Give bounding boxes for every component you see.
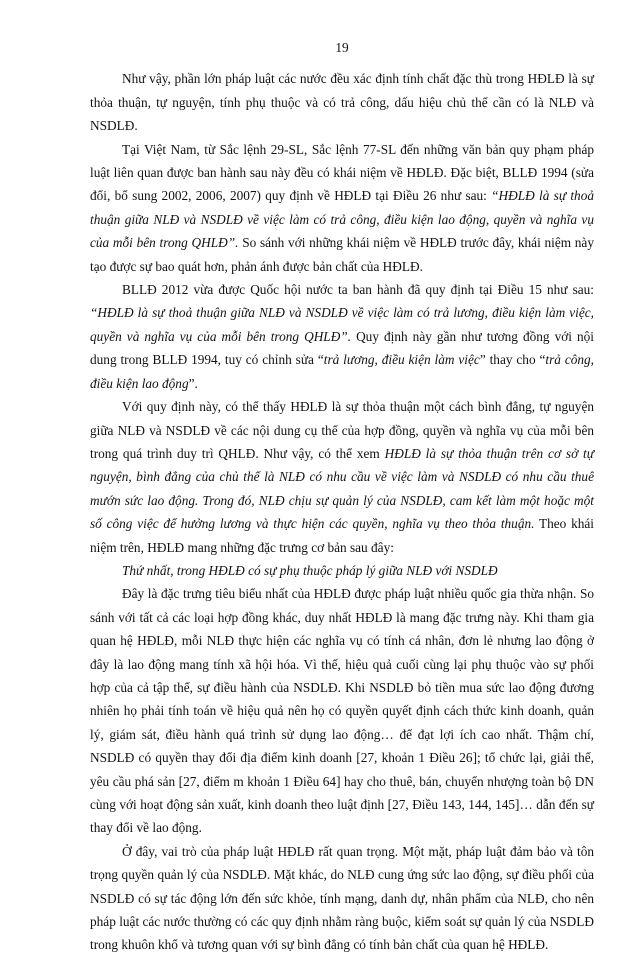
paragraph-text: Như vậy, phần lớn pháp luật các nước đều xác định tính chất đặc thù trong HĐLĐ là sự thỏa thuận, tự nguyện, tính phụ thuộc và có trả công, dấu hiệu chủ thể cần có là NLĐ và NSDLĐ.: [90, 71, 594, 134]
paragraph: [90, 278, 594, 395]
paragraph: [90, 67, 594, 137]
paragraph-text: So sánh với những khái niệm về HĐLĐ trước đây, khái niệm này tạo được sự bao quát hơn, phản ánh được bản chất của HĐLĐ.: [90, 235, 594, 274]
document-body: [90, 67, 594, 956]
italic-text: trả công, điều kiện lao động: [90, 352, 594, 391]
paragraph-text: Theo khái niệm trên, HĐLĐ mang những đặc trưng cơ bản sau đây:: [90, 516, 594, 555]
paragraph-text: ”.: [188, 375, 198, 391]
italic-text: HĐLĐ là sự thỏa thuận trên cơ sở tự nguyện, bình đẳng của chủ thể là NLĐ có nhu cầu về việc làm và NSDLĐ có nhu cầu thuê mướn sức lao động. Trong đó, NLĐ chịu sự quản lý của NSDLĐ, cam kết làm một hoặc một số công việc để hưởng lương và thực hiện các quyền, nghĩa vụ theo thỏa thuận.: [90, 445, 594, 532]
paragraph: [90, 582, 594, 839]
paragraph-text: Với quy định này, có thể thấy HĐLĐ là sự thỏa thuận một cách bình đẳng, tự nguyện giữa NLĐ và NSDLĐ về các nội dung cụ thể của hợp đồng, quyền và nghĩa vụ của mỗi bên trong quá trình duy trì QHLĐ. Như vậy, có thể xem: [90, 399, 594, 461]
paragraph-text: Ở đây, vai trò của pháp luật HĐLĐ rất quan trọng. Một mặt, pháp luật đảm bảo và tôn trọng quyền quản lý của NSDLĐ. Mặt khác, do NLĐ cung ứng sức lao động, sự điều phối của NSDLĐ có sự tác động lớn đến sức khỏe, tính mạng, danh dự, nhân phẩm của NLĐ, cho nên pháp luật các nước thường có các quy định nhằm ràng buộc, kiểm soát sự quản lý của NSDLĐ trong khuôn khổ và tương quan với sự bình đẳng có tính bản chất của quan hệ HĐLĐ.: [90, 843, 594, 953]
paragraph: [90, 840, 594, 957]
paragraph: [90, 559, 594, 582]
italic-text: “HĐLĐ là sự thoả thuận giữa NLĐ và NSDLĐ về việc làm có trả công, điều kiện lao động, quyền và nghĩa vụ của mỗi bên trong QHLĐ”.: [90, 188, 594, 251]
italic-text: Thứ nhất, trong HĐLĐ có sự phụ thuộc pháp lý giữa NLĐ với NSDLĐ: [122, 562, 498, 578]
paragraph-text: Quy định này gần như tương đồng với nội dung trong BLLĐ 1994, tuy có chỉnh sửa “: [90, 328, 594, 368]
paragraph-text: Đây là đặc trưng tiêu biểu nhất của HĐLĐ được pháp luật nhiều quốc gia thừa nhận. So sánh với tất cả các loại hợp đồng khác, duy nhất HĐLĐ là mang đặc trưng này. Khi tham gia quan hệ HĐLĐ, mỗi NLĐ thực hiện các nghĩa vụ có tính cá nhân, đơn lẻ nhưng lao động ở đây là lao động mang tính xã hội hóa. Vì thế, hiệu quả cuối cùng lại phụ thuộc vào sự phối hợp của cả tập thể, sự điều hành của NSDLĐ. Khi NSDLĐ bỏ tiền mua sức lao động đương nhiên họ phải tính toán về hiệu quả nên họ có quyền quyết định cách thức kinh doanh, quản lý, giám sát, điều hành quá trình sử dụng lao động… để đạt lợi ích cao nhất. Thậm chí, NSDLĐ có quyền thay đổi địa điểm kinh doanh [27, khoản 1 Điều 26]; tổ chức lại, giải thể, yêu cầu phá sản [27, điểm m khoản 1 Điều 64] hay cho thuê, bán, chuyển nhượng toàn bộ DN cùng với hoạt động sản xuất, kinh doanh theo luật định [27, Điều 143, 144, 145]… dẫn đến sự thay đổi về lao động.: [90, 586, 594, 836]
paragraph-text: ” thay cho “: [479, 352, 546, 368]
page-number: 19: [335, 40, 349, 55]
italic-text: “HĐLĐ là sự thoả thuận giữa NLĐ và NSDLĐ về việc làm có trả lương, điều kiện làm việc, quyền và nghĩa vụ của mỗi bên trong QHLĐ”.: [90, 305, 594, 344]
italic-text: trả lương, điều kiện làm việc: [323, 352, 480, 368]
paragraph-text: BLLĐ 2012 vừa được Quốc hội nước ta ban hành đã quy định tại Điều 15 như sau:: [122, 282, 594, 298]
paragraph: [90, 395, 594, 559]
paragraph-text: Tại Việt Nam, từ Sắc lệnh 29-SL, Sắc lệnh 77-SL đến những văn bản quy phạm pháp luật liên quan được ban hành sau này đều có khái niệm về HĐLĐ. Đặc biệt, BLLĐ 1994 (sửa đổi, bổ sung 2002, 2006, 2007) quy định về HĐLĐ tại Điều 26 như sau:: [90, 141, 594, 204]
paragraph: [90, 138, 594, 278]
